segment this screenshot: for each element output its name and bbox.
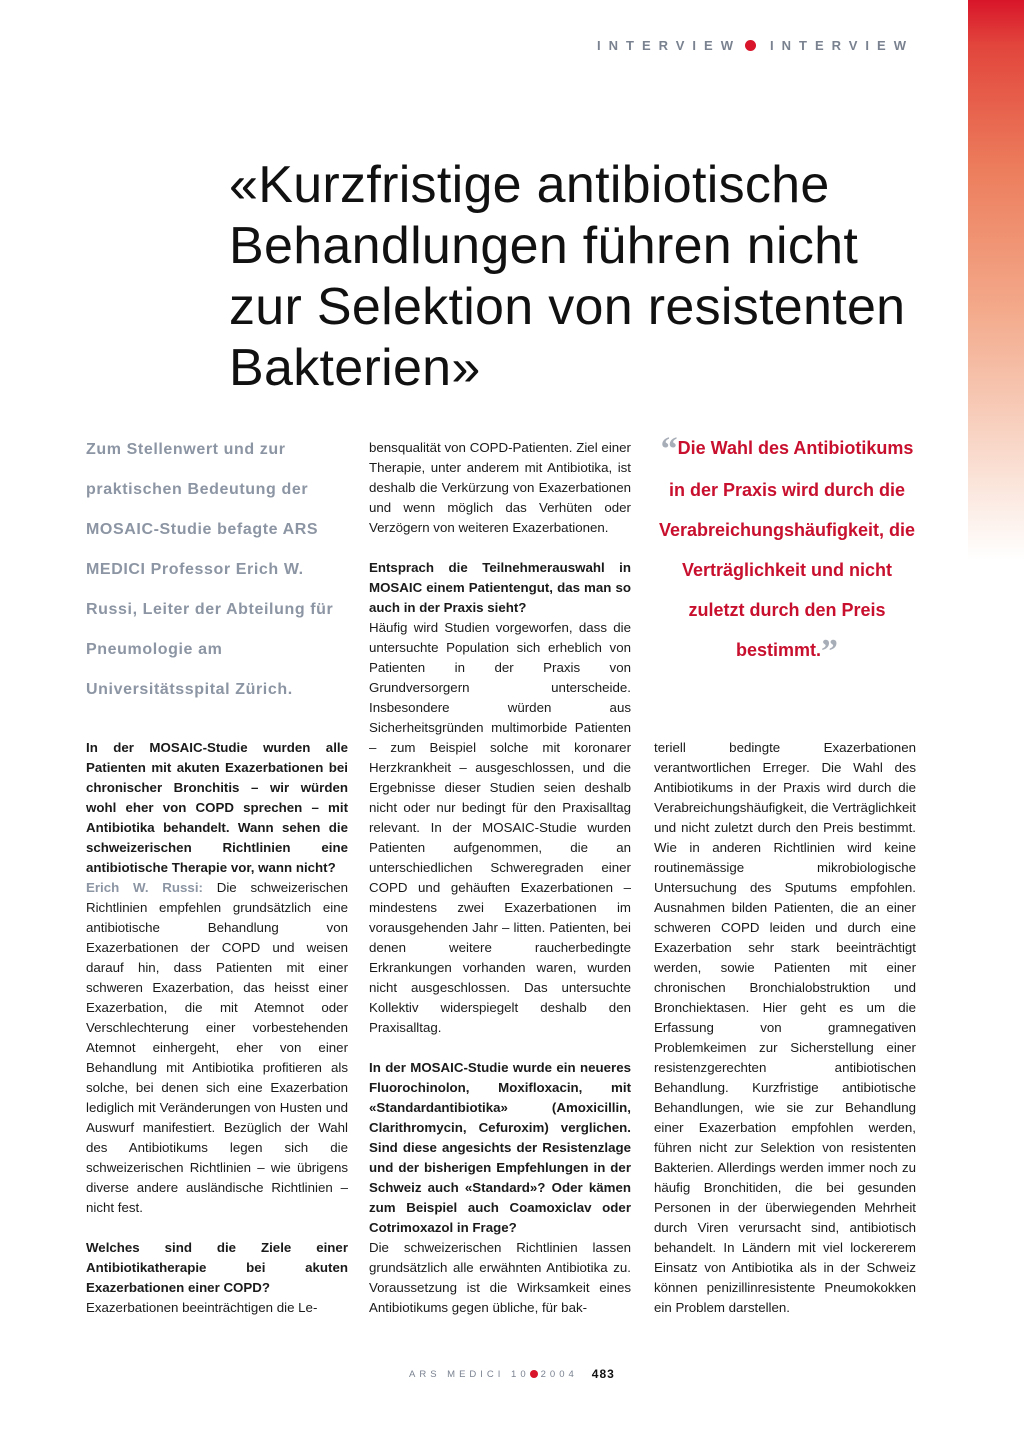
intro-text: Zum Stellenwert und zur praktischen Bedeutung der MOSAIC-Studie befagte ARS MEDICI Professor Erich W. Russi, Leiter der Abteilung für Pneumologie am Universitätsspital Zürich. — [86, 441, 334, 698]
answer-2-start: Exazerbationen beeinträchtigen die Le- — [86, 1300, 318, 1315]
answer-4-continued: teriell bedingte Exazerbationen verantwortlichen Erreger. Die Wahl des Antibiotikums in der Praxis wird durch die Verabreichungshäufigkeit, die Verträglichkeit und nicht zuletzt durch den Preis bestimmt. Wie in anderen Richtlinien wird keine routinemässige mikrobiologische Untersuchung des Sputums empfohlen. Ausnahmen bilden Patienten, die an einer schweren COPD leiden und durch eine Exazerbation sehr stark beeinträchtigt werden, sowie Patienten mit einer chronischen Bronchialobstruktion und Bronchiektasen. Hier geht es um die Erfassung von gramnegativen Problemkeimen zur Sicherstellung einer resistenzgerechten antibiotischen Behandlung. Kurzfristige antibiotische Behandlungen, wie sie zur Behandlung einer Exazerbation empfohlen werden, führen nicht zur Selektion von resistenten Bakterien. Allerdings werden immer noch zu häufig Bronchitiden, die bei gesunden Personen in der überwiegenden Mehrheit durch Viren verursacht sind, antibiotisch behandelt. In Ländern mit viel lockererem Einsatz von Antibiotika als in der Schweiz können penizillinresistente Pneumokokken ein Problem darstellen. — [654, 740, 916, 1315]
footer-dot-icon — [530, 1370, 538, 1378]
article-title: «Kurzfristige antibiotische Behandlungen führen nicht zur Selektion von resistenten Bakterien» — [229, 156, 906, 397]
page-number: 483 — [591, 1367, 615, 1381]
close-quote-icon: ” — [821, 633, 839, 670]
footer-journal: ARS MEDICI 10 — [409, 1368, 530, 1380]
header-dot-icon — [745, 40, 756, 51]
answer-2-continued: bensqualität von COPD-Patienten. Ziel einer Therapie, unter anderem mit Antibiotika, ist deshalb die Verkürzung von Exazerbationen und wenn möglich das Verhüten oder Verzögern von weiteren Exazerbationen. — [369, 440, 631, 535]
column-1 — [86, 738, 348, 1338]
page-footer — [409, 1367, 615, 1381]
decorative-red-gradient-bar — [968, 0, 1024, 560]
pull-quote — [652, 428, 922, 672]
answer-4-start: Die schweizerischen Richtlinien lassen grundsätzlich alle erwähnten Antibiotika zu. Voraussetzung ist die Wirksamkeit eines Antibiotikums gegen übliche, für bak- — [369, 1240, 631, 1315]
question-3: Entsprach die Teilnehmerauswahl in MOSAIC einem Patientengut, das man so auch in der Praxis sieht? — [369, 560, 631, 615]
answer-3: Häufig wird Studien vorgeworfen, dass die untersuchte Population sich erheblich von Patienten in der Praxis von Grundversorgern unterscheide. Insbesondere würden aus Sicherheitsgründen multimorbide Patienten – zum Beispiel solche mit koronarer Herzkrankheit – ausgeschlossen, und die Ergebnisse dieser Studien seien deshalb nicht oder nur bedingt für den Praxisalltag relevant. In der MOSAIC-Studie wurden Patienten aufgenommen, die an unterschiedlichen Schweregraden einer COPD und gehäuften Exazerbationen – mindestens zwei Exazerbationen im vorausgehenden Jahr – litten. Patienten, bei denen weitere raucherbedingte Erkrankungen vorhanden waren, wurden nicht ausgeschlossen. Das untersuchte Kollektiv widerspiegelt deshalb den Praxisalltag. — [369, 620, 631, 1035]
footer-year: 2004 — [540, 1368, 578, 1380]
header-left: INTERVIEW — [597, 38, 741, 53]
question-2: Welches sind die Ziele einer Antibiotikatherapie bei akuten Exazerbationen einer COPD? — [86, 1240, 348, 1295]
question-4: In der MOSAIC-Studie wurde ein neueres Fluorochinolon, Moxifloxacin, mit «Standardantibiotika» (Amoxicillin, Clarithromycin, Cefuroxim) verglichen. Sind diese angesichts der Resistenzlage und der bisherigen Empfehlungen in der Schweiz auch «Standard»? Oder kämen zum Beispiel auch Coamoxiclav oder Cotrimoxazol in Frage? — [369, 1060, 631, 1235]
answer-1-text: Die schweizerischen Richtlinien empfehlen grundsätzlich eine antibiotische Behandlung von Exazerbationen der COPD und weisen darauf hin, dass Patienten mit einer schweren Exazerbation, das heisst einer Exazerbation, die mit Atemnot oder Verschlechterung einer vorbestehenden Atemnot einhergeht, eher von einer Behandlung mit Antibiotika profitieren als solche, bei denen sich eine Exazerbation lediglich mit Veränderungen von Husten und Auswurf manifestiert. Bezüglich der Wahl des Antibiotikums legen sich die schweizerischen Richtlinien – wie übrigens diverse andere ausländische Richtlinien – nicht fest. — [86, 880, 349, 1215]
speaker-name: Erich W. Russi: — [86, 880, 203, 895]
question-1: In der MOSAIC-Studie wurden alle Patienten mit akuten Exazerbationen bei chronischer Bronchitis – wir würden wohl eher von COPD sprechen – mit Antibiotika behandelt. Wann sehen die schweizerischen Richtlinien eine antibiotische Therapie vor, wann nicht? — [86, 740, 348, 875]
open-quote-icon: “ — [660, 431, 678, 468]
column-2 — [369, 438, 631, 1338]
column-3 — [654, 738, 916, 1338]
pull-quote-text: Die Wahl des Antibiotikums in der Praxis wird durch die Verabreichungshäufigkeit, die Verträglichkeit und nicht zuletzt durch den Preis bestimmt. — [658, 438, 916, 660]
header-right: INTERVIEW — [770, 38, 914, 53]
answer-1 — [86, 878, 348, 1218]
section-header — [597, 38, 914, 53]
